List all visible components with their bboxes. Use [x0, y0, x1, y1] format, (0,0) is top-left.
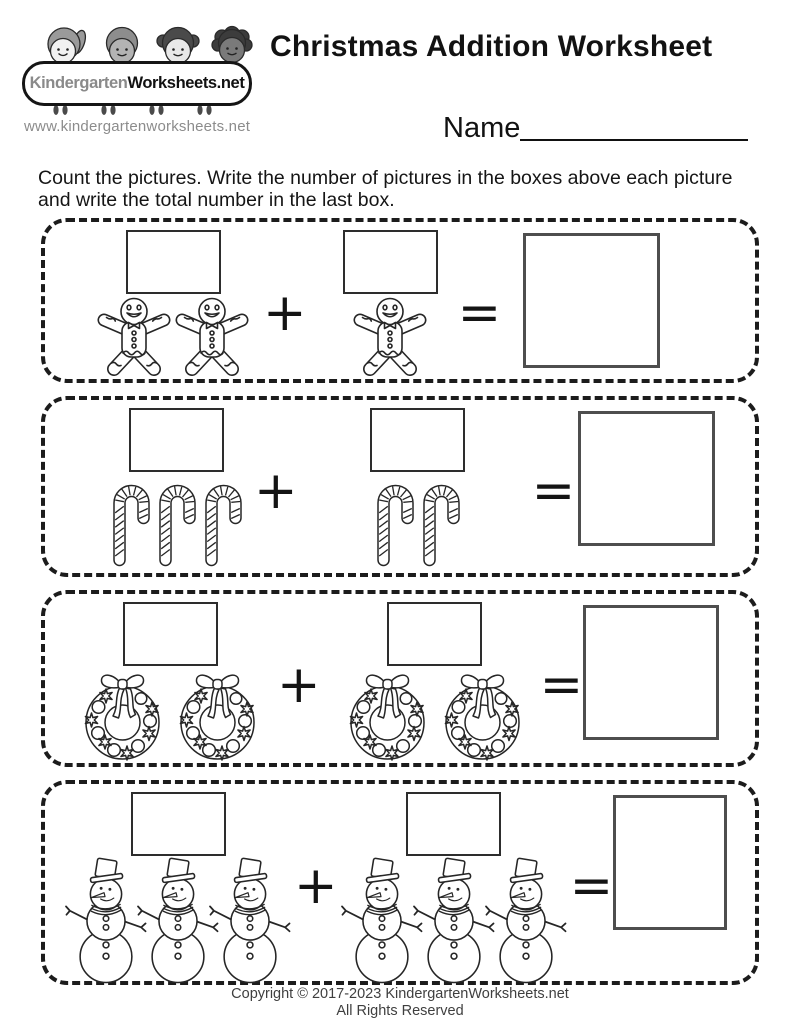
sum-answer-box — [523, 233, 660, 368]
addend-group-1 — [110, 408, 242, 567]
addend-pictures-2 — [340, 669, 530, 763]
addend-pictures-2 — [374, 475, 460, 567]
wreath-icon — [435, 669, 530, 763]
instructions-line-2: and write the total number in the last box. — [38, 189, 395, 211]
addend-group-2 — [340, 602, 530, 763]
addend-count-box-1 — [131, 792, 226, 856]
gingerbread-man-icon — [351, 297, 429, 379]
problem-row-3 — [41, 590, 759, 767]
snowman-icon — [341, 859, 423, 984]
addend-group-1 — [75, 602, 265, 763]
addend-group-1 — [70, 792, 286, 984]
addend-count-box-2 — [343, 230, 438, 294]
snowman-icon — [137, 859, 219, 984]
sum-answer-box — [578, 411, 715, 546]
addend-pictures-2 — [351, 297, 429, 379]
wreath-icon — [170, 669, 265, 763]
candy-cane-icon — [374, 475, 414, 567]
problem-row-1 — [41, 218, 759, 383]
plus-sign: + — [263, 283, 307, 343]
candy-cane-icon — [420, 475, 460, 567]
problem-row-4 — [41, 780, 759, 985]
logo-wordmark — [22, 61, 252, 106]
equals-sign: = — [539, 655, 584, 715]
addend-pictures-1 — [110, 475, 242, 567]
addend-group-1 — [95, 230, 251, 379]
equals-sign: = — [569, 856, 614, 916]
addend-count-box-2 — [406, 792, 501, 856]
logo-brand-part1: Kindergarten — [29, 74, 128, 92]
equals-sign: = — [457, 283, 502, 343]
page-title: Christmas Addition Worksheet — [270, 30, 713, 63]
snowman-icon — [413, 859, 495, 984]
snowman-icon — [485, 859, 567, 984]
snowman-icon — [65, 859, 147, 984]
snowman-icon — [209, 859, 291, 984]
gingerbread-man-icon — [173, 297, 251, 379]
addend-count-box-1 — [123, 602, 218, 666]
problems — [41, 218, 759, 998]
plus-sign: + — [254, 461, 298, 521]
instructions-line-1: Count the pictures. Write the number of pictures in the boxes above each picture — [38, 167, 733, 189]
addend-group-2 — [343, 230, 438, 379]
problem-row-2 — [41, 396, 759, 577]
sum-answer-box — [583, 605, 719, 740]
plus-sign: + — [277, 655, 321, 715]
sum-answer-box — [613, 795, 727, 930]
logo-brand-part2: Worksheets.net — [127, 74, 245, 92]
addend-count-box-1 — [129, 408, 224, 472]
wreath-icon — [340, 669, 435, 763]
footer-rights: All Rights Reserved — [336, 1003, 464, 1019]
addend-count-box-2 — [387, 602, 482, 666]
name-blank-line — [520, 139, 748, 141]
gingerbread-man-icon — [95, 297, 173, 379]
instructions — [38, 167, 786, 211]
addend-pictures-2 — [346, 859, 562, 984]
equals-sign: = — [531, 461, 576, 521]
addend-pictures-1 — [70, 859, 286, 984]
name-field — [443, 112, 748, 145]
addend-pictures-1 — [75, 669, 265, 763]
footer — [0, 986, 800, 1020]
plus-sign: + — [294, 856, 338, 916]
site-logo — [20, 14, 262, 138]
logo-website-url: www.kindergartenworksheets.net — [24, 118, 251, 135]
addend-count-box-2 — [370, 408, 465, 472]
addend-group-2 — [370, 408, 465, 567]
candy-cane-icon — [202, 475, 242, 567]
addend-count-box-1 — [126, 230, 221, 294]
addend-pictures-1 — [95, 297, 251, 379]
name-label: Name — [443, 112, 521, 144]
wreath-icon — [75, 669, 170, 763]
candy-cane-icon — [110, 475, 150, 567]
candy-cane-icon — [156, 475, 196, 567]
footer-copyright: Copyright © 2017-2023 KindergartenWorksheets.net — [231, 986, 569, 1002]
addend-group-2 — [346, 792, 562, 984]
